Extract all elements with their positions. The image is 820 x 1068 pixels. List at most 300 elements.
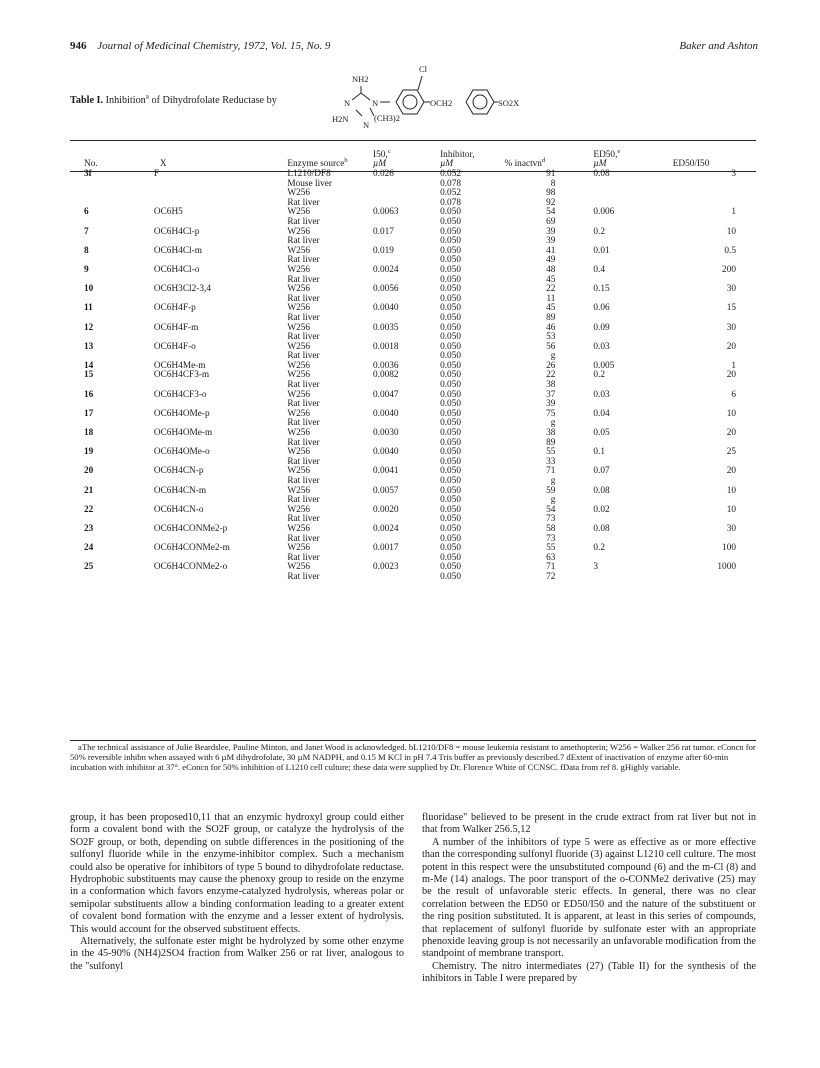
cell-inhibitor: 0.050 [440,495,461,506]
cell-inactivation: 91 [546,169,556,179]
cell-inactivation: 49 [546,255,556,266]
cell-i50: 0.0040 [373,303,399,314]
cell-x: OC6H4OMe-o [153,447,210,458]
cell-inactivation: 75 [546,408,556,419]
cell-inhibitor: 0.050 [440,274,461,285]
cell-inhibitor: 0.050 [440,552,461,563]
paragraph: A number of the inhibitors of type 5 were as effective as or more effective than the corresponding sulfonyl fluoride (3) against L1210 cell culture. The most potent in this respect were the unsubstituted compound (6) and the m-Cl (8) and m-Me (14) analogs. The poor transport of the o-CONMe2 derivative (25) may be the result of unfavorable steric effects. In general, there was no clear correlation between the ED50 or ED50/I50 and the nature of the substituent or the ring position substituted. It is apparent, at least in this series of compounds, that replacement of sulfonyl fluoride by sulfonate ester with an appropriate phenoxide leaving group is not necessarily an unfavorable modification from the standpoint of membrane transport. [422,836,756,960]
cell-i50 [373,180,426,190]
cell-ed50: 0.07 [593,466,610,477]
cell-inactivation: 38 [546,428,556,439]
cell-x [122,256,287,266]
cell-inhibitor: 0.050 [440,428,461,439]
cell-inactivation: 92 [546,197,556,208]
cell-ed50: 0.005 [593,360,615,371]
paragraph: Alternatively, the sulfonate ester might be hydrolyzed by some other enzyme in the 45-90% (NH4)2SO4 fraction from Walker 256 or rat liver, analogous to the "sulfonyl [70,936,404,972]
cell-ratio: 25 [726,447,736,458]
cell-x [122,314,287,324]
cell-inactivation: 46 [546,322,556,333]
cell-inhibitor: 0.050 [440,360,461,371]
cell-inactivation: g [550,476,556,486]
cell-no: 14 [84,360,94,371]
cell-enzyme-source: Rat liver [287,418,320,429]
cell-inhibitor: 0.050 [440,437,461,448]
cell-x: OC6H4CN-o [153,504,204,515]
cell-ed50 [563,218,662,228]
cell-inactivation: 71 [546,466,556,477]
cell-enzyme-source: W256 [287,389,311,400]
cell-enzyme-source: Rat liver [287,476,320,486]
cell-ed50 [563,439,662,449]
cell-ratio: 200 [722,264,736,275]
cell-inhibitor: 0.050 [440,293,461,304]
cell-inhibitor: 0.050 [440,236,461,247]
cell-inhibitor: 0.050 [440,562,461,573]
cell-enzyme-source: W256 [287,360,311,371]
cell-ed50: 0.05 [593,428,610,439]
cell-i50: 0.0056 [373,284,399,295]
cell-enzyme-source: Rat liver [287,495,320,506]
cell-inhibitor: 0.050 [440,303,461,314]
cell-x: OC6H4OMe-p [153,408,210,419]
cell-inhibitor: 0.050 [440,456,461,467]
cell-inhibitor: 0.050 [440,485,461,496]
caption-sup: a [145,92,149,101]
cell-inactivation: 39 [546,236,556,247]
cell-inactivation: 48 [546,264,556,275]
label-ch3: (CH3)2 [374,113,400,123]
cell-inhibitor: 0.050 [440,504,461,515]
cell-inactivation: 54 [546,207,556,218]
cell-no [70,554,122,564]
cell-i50: 0.0020 [373,504,399,515]
cell-i50: 0.0017 [373,543,399,554]
journal-citation: Journal of Medicinal Chemistry, 1972, Vol. 15, No. 9 [97,40,331,52]
cell-x: OC6H4F-m [153,322,199,333]
cell-enzyme-source: W256 [287,447,311,458]
cell-no: 6 [84,207,89,218]
cell-ed50 [563,496,662,506]
cell-i50: 0.0023 [373,562,399,573]
cell-inhibitor: 0.078 [440,197,461,208]
cell-ratio [663,199,756,209]
cell-enzyme-source: W256 [287,226,311,237]
cell-enzyme-source: Rat liver [287,399,320,410]
table-row [70,410,756,420]
cell-i50: 0.0082 [373,370,399,381]
cell-no [70,189,122,199]
cell-inhibitor: 0.050 [440,389,461,400]
cell-ratio [663,314,756,324]
cell-x [122,333,287,343]
cell-x: OC6H4CN-p [153,466,204,477]
table-row [70,228,756,238]
cell-inhibitor: 0.052 [440,169,461,179]
col-inactivation: % inactvn$^d$ [504,157,546,170]
cell-inhibitor: 0.050 [440,255,461,266]
table-row [70,247,756,257]
table-row [70,180,756,190]
cell-ed50: 0.2 [593,370,606,381]
cell-inhibitor: 0.050 [440,380,461,391]
cell-inactivation: 37 [546,389,556,400]
cell-ed50: 0.08 [593,523,610,534]
label-so2x: SO2X [498,98,520,108]
cell-ed50: 0.09 [593,322,610,333]
cell-ratio: 1 [731,360,736,371]
cell-i50 [373,573,426,583]
table-row [70,371,756,381]
cell-inactivation: 73 [546,533,556,544]
cell-ratio: 0.5 [724,245,736,256]
cell-x [122,180,287,190]
cell-ed50 [563,400,662,410]
cell-ed50: 0.1 [593,447,606,458]
cell-inactivation: 22 [546,370,556,381]
cell-x: OC6H4Cl-o [153,264,200,275]
cell-ratio: 10 [726,408,736,419]
cell-ed50: 0.02 [593,504,610,515]
cell-inactivation: 89 [546,437,556,448]
cell-inactivation: 53 [546,332,556,343]
cell-no: 13 [84,341,94,352]
cell-ratio: 1 [731,207,736,218]
cell-i50: 0.0047 [373,389,399,400]
cell-x [122,458,287,468]
cell-inhibitor: 0.050 [440,216,461,227]
cell-i50: 0.0030 [373,428,399,439]
table-row [70,525,756,535]
cell-inactivation: 69 [546,216,556,227]
cell-x: OC6H4F-o [153,341,196,352]
caption-text-pre: Inhibition [103,95,146,106]
cell-ed50: 0.01 [593,245,610,256]
cell-enzyme-source: Rat liver [287,351,320,362]
cell-inhibitor: 0.050 [440,408,461,419]
col-inhibitor: Inhibitor, µM [440,149,475,170]
cell-ratio: 10 [726,485,736,496]
chemical-structure [330,64,550,134]
paragraph: Chemistry. The nitro intermediates (27) (Table II) for the synthesis of the inhibitors in Table I were prepared by [422,960,756,985]
cell-ratio [663,189,756,199]
table-footnotes: aThe technical assistance of Julie Beardslee, Pauline Minton, and Janet Wood is acknowledged. bL1210/DF8 = mouse leukemia resistant to amethopterin; W256 = Walker 256 rat tumor. cConcn for 50% reversible inhibn when assayed with 6 µM dihydrofolate, 30 µM NADPH, and 0.15 M KCl in pH 7.4 Tris buffer as previously described.7 dExtent of inactivation of enzyme after 60-min incubation with inhibitor at 37°. eConcn for 50% inhibition of L1210 cell culture; these data were supplied by Dr. Florence White of CCNSC. fData from ref 8. gHighly variable. [70,742,756,772]
table-row [70,324,756,334]
table-row [70,448,756,458]
cell-no [70,237,122,247]
cell-ratio: 20 [726,428,736,439]
cell-inactivation: 89 [546,312,556,323]
cell-enzyme-source: W256 [287,562,311,573]
cell-inactivation: g [550,495,556,506]
cell-no [70,496,122,506]
cell-inactivation: 41 [546,245,556,256]
cell-ratio [663,381,756,391]
label-nh2: NH2 [352,74,369,84]
cell-i50: 0.0040 [373,408,399,419]
cell-no [70,573,122,583]
cell-inactivation: 71 [546,562,556,573]
table-row [70,170,756,180]
cell-inhibitor: 0.052 [440,188,461,199]
table-row [70,467,756,477]
cell-enzyme-source: W256 [287,284,311,295]
cell-ed50: 0.15 [593,284,610,295]
cell-ratio: 15 [726,303,736,314]
cell-no: 17 [84,408,94,419]
cell-enzyme-source: Rat liver [287,312,320,323]
cell-enzyme-source: Rat liver [287,571,320,582]
cell-inhibitor: 0.050 [440,514,461,525]
cell-enzyme-source: Rat liver [287,514,320,525]
cell-x: OC6H4CF3-o [153,389,207,400]
cell-inhibitor: 0.050 [440,245,461,256]
cell-no: 7 [84,226,89,237]
cell-ed50 [563,256,662,266]
cell-inhibitor: 0.050 [440,447,461,458]
cell-ratio [663,180,756,190]
table-row [70,304,756,314]
cell-x [122,189,287,199]
cell-inactivation: 72 [546,571,556,582]
cell-ed50 [563,314,662,324]
cell-inhibitor: 0.050 [440,264,461,275]
cell-inactivation: g [550,418,556,429]
cell-inactivation: 11 [546,293,556,304]
cell-no [70,314,122,324]
cell-ratio: 20 [726,370,736,381]
col-ed50: ED50,$^e$ µM [593,147,621,170]
cell-i50: 0.0035 [373,322,399,333]
cell-inactivation: 56 [546,341,556,352]
cell-i50: 0.0063 [373,207,399,218]
cell-ratio [663,333,756,343]
cell-ratio [663,256,756,266]
cell-ed50 [563,419,662,429]
cell-x: OC6H4Cl-p [153,226,200,237]
label-n2: N [372,98,379,108]
cell-ratio [663,573,756,583]
cell-no: 9 [84,264,89,275]
cell-ratio [663,276,756,286]
cell-no [70,477,122,487]
cell-no [70,218,122,228]
cell-no [70,180,122,190]
cell-enzyme-source: Rat liver [287,236,320,247]
cell-x [122,573,287,583]
cell-no [70,419,122,429]
cell-no: 18 [84,428,94,439]
table-row [70,506,756,516]
cell-x: OC6H4CONMe2-o [153,562,228,573]
cell-ratio: 100 [722,543,736,554]
cell-i50: 0.0057 [373,485,399,496]
cell-inhibitor: 0.050 [440,466,461,477]
cell-ratio: 20 [726,341,736,352]
label-n3: N [363,120,370,130]
cell-inhibitor: 0.050 [440,332,461,343]
cell-no: 24 [84,543,94,554]
cell-enzyme-source: Rat liver [287,533,320,544]
cell-inhibitor: 0.050 [440,226,461,237]
cell-enzyme-source: W256 [287,341,311,352]
cell-no [70,256,122,266]
cell-ratio [663,515,756,525]
cell-inactivation: 98 [546,188,556,199]
table-row [70,189,756,199]
body-column-left [70,812,404,973]
cell-ed50 [563,573,662,583]
cell-no [70,199,122,209]
cell-x: OC6H4CN-m [153,485,207,496]
cell-ed50 [563,180,662,190]
cell-x [122,237,287,247]
cell-i50: 0.017 [373,226,394,237]
cell-enzyme-source: Rat liver [287,437,320,448]
cell-enzyme-source: W256 [287,408,311,419]
col-enzyme-source: Enzyme source$^b$ [287,157,348,170]
cell-ratio: 6 [731,389,736,400]
cell-x [122,295,287,305]
cell-inactivation: 58 [546,523,556,534]
cell-enzyme-source: Rat liver [287,552,320,563]
cell-ed50: 0.03 [593,389,610,400]
cell-inactivation: 73 [546,514,556,525]
cell-ratio [663,535,756,545]
cell-inhibitor: 0.050 [440,476,461,486]
cell-inhibitor: 0.050 [440,418,461,429]
cell-inactivation: 45 [546,274,556,285]
cell-x: OC6H4CONMe2-m [153,543,230,554]
cell-ed50: 3 [593,562,599,573]
cell-no: 21 [84,485,94,496]
cell-ratio: 3 [731,169,736,179]
cell-no: 8 [84,245,89,256]
cell-ratio [663,400,756,410]
cell-ed50 [563,276,662,286]
label-cl: Cl [419,64,428,74]
label-h2n: H2N [332,114,349,124]
cell-ed50 [563,458,662,468]
table-row [70,285,756,295]
cell-enzyme-source: Rat liver [287,332,320,343]
cell-enzyme-source: Rat liver [287,456,320,467]
table-row [70,343,756,353]
cell-ratio: 10 [726,226,736,237]
cell-x [122,218,287,228]
cell-inactivation: 39 [546,399,556,410]
cell-ratio [663,237,756,247]
cell-ed50 [563,333,662,343]
cell-no [70,458,122,468]
cell-x [122,496,287,506]
cell-no [70,333,122,343]
running-authors: Baker and Ashton [679,40,758,52]
cell-x: OC6H4Cl-m [153,245,202,256]
cell-i50 [373,189,426,199]
cell-ratio [663,439,756,449]
cell-ed50: 0.006 [593,207,615,218]
cell-inactivation: 38 [546,380,556,391]
cell-inactivation: 22 [546,284,556,295]
cell-ed50: 0.03 [593,341,610,352]
cell-ed50: 0.04 [593,408,610,419]
cell-inactivation: 45 [546,303,556,314]
data-table [70,140,756,583]
cell-inactivation: 8 [550,178,556,189]
cell-ratio: 30 [726,523,736,534]
table-row [70,266,756,276]
cell-i50: 0.0024 [373,264,399,275]
cell-no: 20 [84,466,94,477]
cell-enzyme-source: Mouse liver [287,178,333,189]
cell-inhibitor: 0.050 [440,322,461,333]
cell-x: OC6H4F-p [153,303,196,314]
paragraph: fluoridase" believed to be present in the crude extract from rat liver but not in that from Walker 256.5,12 [422,812,756,836]
cell-enzyme-source: W256 [287,370,311,381]
cell-enzyme-source: W256 [287,322,311,333]
cell-x: OC6H4CONMe2-p [153,523,228,534]
cell-ed50: 0.2 [593,543,606,554]
cell-enzyme-source: Rat liver [287,197,320,208]
cell-ed50: 0.08 [593,169,610,179]
cell-ed50 [563,477,662,487]
cell-ratio [663,218,756,228]
cell-i50: 0.0036 [373,360,399,371]
cell-i50: 0.0040 [373,447,399,458]
cell-inhibitor: 0.050 [440,533,461,544]
label-n1: N [344,98,351,108]
cell-no: 10 [84,284,94,295]
cell-i50: 0.019 [373,245,394,256]
table-row [70,544,756,554]
cell-enzyme-source: W256 [287,466,311,477]
col-ratio: ED50/I50 [672,159,710,170]
cell-inhibitor: 0.050 [440,284,461,295]
cell-ratio: 30 [726,284,736,295]
cell-enzyme-source: W256 [287,428,311,439]
cell-no: 23 [84,523,94,534]
cell-no: 12 [84,322,94,333]
cell-ratio [663,419,756,429]
cell-enzyme-source: W256 [287,303,311,314]
cell-inactivation: g [550,351,556,362]
running-header [70,40,758,56]
cell-inactivation: 55 [546,543,556,554]
cell-ed50: 0.2 [593,226,606,237]
cell-x: OC6H5 [153,207,183,218]
cell-ed50 [563,189,662,199]
cell-inactivation: 54 [546,504,556,515]
table-row [70,573,756,583]
cell-ratio: 1000 [717,562,736,573]
cell-x [122,199,287,209]
cell-i50: 0.026 [373,169,394,179]
cell-no [70,515,122,525]
cell-ed50 [563,381,662,391]
table-row [70,487,756,497]
caption-text-post: of Dihydrofolate Reductase by [148,95,277,106]
table-row [70,429,756,439]
table-label: Table I. [70,95,104,106]
col-no: No. [84,159,98,170]
cell-ratio [663,496,756,506]
cell-ratio: 30 [726,322,736,333]
cell-inhibitor: 0.050 [440,370,461,381]
cell-inhibitor: 0.050 [440,543,461,554]
cell-no [70,535,122,545]
table-row [70,208,756,218]
cell-ed50: 0.08 [593,485,610,496]
